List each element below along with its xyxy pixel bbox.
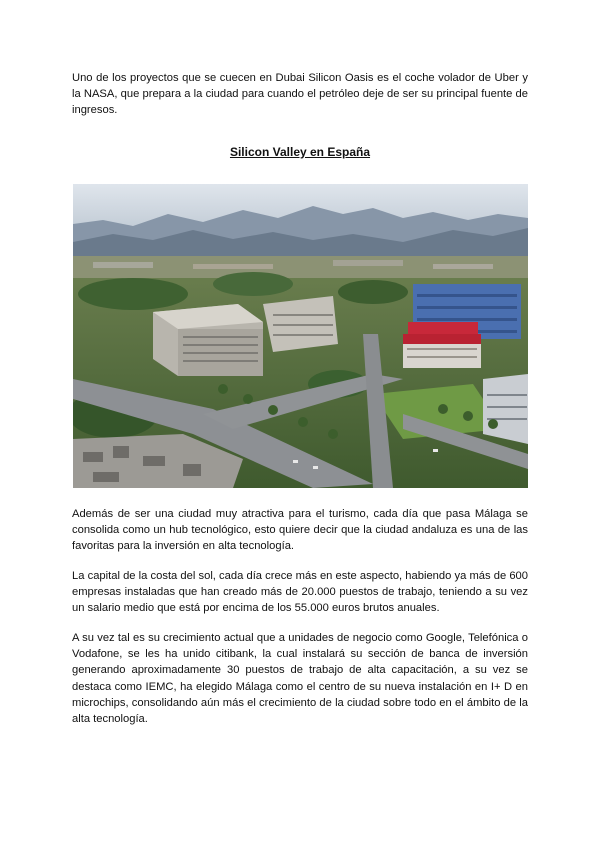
aerial-photo-technology-park	[73, 184, 528, 488]
tree-cluster	[78, 278, 188, 310]
intro-paragraph: Uno de los proyectos que se cuecen en Dubai Silicon Oasis es el coche volador de Uber y la NASA, que prepara a la ciudad para cuando el petróleo deje de ser su principal fuente de ingresos.	[72, 72, 528, 117]
body-paragraph-3: A su vez tal es su crecimiento actual que a unidades de negocio como Google, Telefónica o Vodafone, se les ha unido citibank, la cual instalará su sección de banca de inversión generando aproximadamente 30 puestos de trabajo de alta capacitación, a su vez se destaca como IEMC, ha elegido Málaga como el centro de su nueva instalación en I+ D en microchips, consolidando aún más el crecimiento de la ciudad sobre todo en el ámbito de la alta tecnología.	[72, 632, 528, 726]
section-heading: Silicon Valley en España	[229, 145, 371, 159]
office-building-red	[408, 322, 478, 334]
office-building-white	[483, 374, 528, 444]
body-paragraph-2: La capital de la costa del sol, cada día crece más en este aspecto, habiendo ya más de 600 empresas instaladas que han creado más de 20.000 puestos de trabajo, teniendo a su vez un salario medio que está por encima de los 55.000 euros brutos anuales.	[72, 570, 528, 615]
tree-cluster	[338, 280, 408, 304]
tree-cluster	[213, 272, 293, 296]
body-paragraph-1: Además de ser una ciudad muy atractiva para el turismo, cada día que pasa Málaga se consolida como un hub tecnológico, esto quiere decir que la ciudad andaluza es una de las favoritas para la inversión en alta tecnología.	[72, 508, 528, 553]
